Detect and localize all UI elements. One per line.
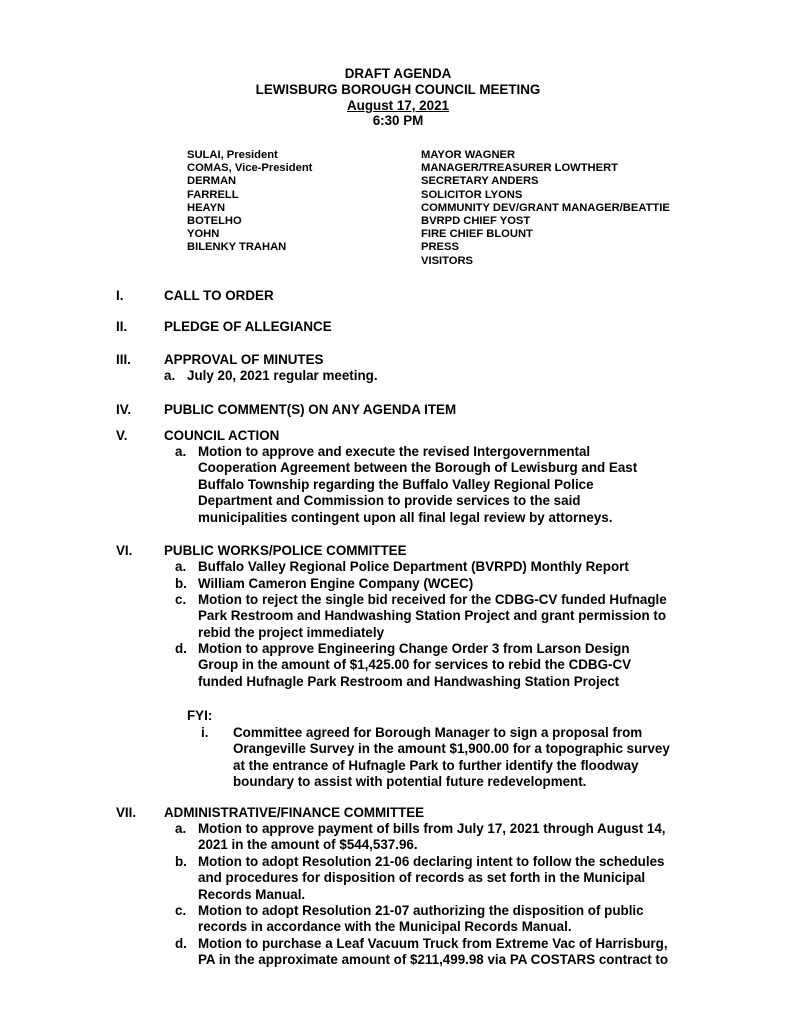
- council-member: COMAS, Vice-President: [187, 162, 313, 175]
- agenda-item-line: and procedures for disposition of records as set forth in the Municipal: [198, 870, 646, 886]
- section-title-admin-finance: ADMINISTRATIVE/FINANCE COMMITTEE: [164, 805, 425, 820]
- meeting-date-wrap: [0, 99, 796, 113]
- official: FIRE CHIEF BLOUNT: [421, 228, 533, 241]
- agenda-item: [198, 903, 644, 936]
- agenda-item-line: Motion to approve payment of bills from July 17, 2021 through August 14,: [198, 821, 666, 836]
- section-title-pledge: PLEDGE OF ALLEGIANCE: [164, 319, 332, 334]
- agenda-item: [198, 821, 666, 854]
- section-number: VI.: [116, 543, 133, 558]
- section-number: II.: [116, 319, 128, 334]
- agenda-item-line: Group in the amount of $1,425.00 for services to rebid the CDBG-CV: [198, 657, 632, 673]
- official: COMMUNITY DEV/GRANT MANAGER/BEATTIE: [421, 201, 670, 214]
- agenda-item-line: Motion to adopt Resolution 21-06 declaring intent to follow the schedules: [198, 854, 665, 869]
- official: MAYOR WAGNER: [421, 149, 516, 161]
- agenda-item-line: Motion to approve and execute the revised Intergovernmental: [198, 444, 591, 459]
- section-title-public-comment: PUBLIC COMMENT(S) ON ANY AGENDA ITEM: [164, 402, 457, 417]
- agenda-item: [198, 854, 664, 903]
- officials-list: [421, 149, 670, 268]
- item-letter: a.: [164, 368, 176, 383]
- agenda-item-line: Records Manual.: [198, 886, 306, 902]
- item-letter: a.: [175, 559, 187, 574]
- fyi-item-line: Committee agreed for Borough Manager to sign a proposal from: [233, 725, 643, 740]
- fyi-item: [233, 725, 670, 791]
- document-title: DRAFT AGENDA: [344, 66, 452, 81]
- agenda-item: [198, 936, 668, 969]
- fyi-item-number: i.: [201, 725, 209, 740]
- agenda-item-text: Buffalo Valley Regional Police Department (BVRPD) Monthly Report: [198, 559, 629, 574]
- agenda-item: [198, 592, 667, 641]
- agenda-item-line: Motion to purchase a Leaf Vacuum Truck from Extreme Vac of Harrisburg,: [198, 936, 668, 951]
- agenda-item-line: municipalities contingent upon all final legal review by attorneys.: [198, 509, 613, 525]
- item-letter: a.: [175, 821, 187, 836]
- agenda-item-line: Cooperation Agreement between the Borough of Lewisburg and East: [198, 460, 638, 476]
- agenda-item-line: Motion to reject the single bid received for the CDBG-CV funded Hufnagle: [198, 592, 667, 607]
- council-member: BOTELHO: [187, 215, 242, 228]
- fyi-item-line: Orangeville Survey in the amount $1,900.00 for a topographic survey: [233, 741, 670, 757]
- agenda-item: [198, 444, 637, 526]
- council-member: BILENKY TRAHAN: [187, 241, 287, 254]
- fyi-item-line: at the entrance of Hufnagle Park to further identify the floodway: [233, 757, 639, 773]
- official: MANAGER/TREASURER LOWTHERT: [421, 162, 619, 175]
- agenda-item-line: Department and Commission to provide services to the said: [198, 493, 581, 509]
- item-letter: d.: [175, 641, 187, 656]
- section-title-council-action: COUNCIL ACTION: [164, 428, 280, 443]
- agenda-item: [198, 641, 631, 690]
- council-member: FARRELL: [187, 188, 239, 201]
- council-member: HEAYN: [187, 201, 226, 214]
- council-member: SULAI, President: [187, 149, 278, 161]
- agenda-item-line: Motion to approve Engineering Change Order 3 from Larson Design: [198, 641, 630, 656]
- fyi-item-line: boundary to assist with potential future redevelopment.: [233, 774, 587, 790]
- agenda-item-line: rebid the project immediately: [198, 624, 385, 640]
- official: VISITORS: [421, 254, 474, 267]
- item-letter: c.: [175, 592, 187, 607]
- item-letter: b.: [175, 576, 187, 591]
- item-letter: c.: [175, 903, 187, 918]
- agenda-item-line: Buffalo Township regarding the Buffalo Valley Regional Police: [198, 476, 594, 492]
- meeting-time: 6:30 PM: [372, 113, 424, 128]
- agenda-item-text: William Cameron Engine Company (WCEC): [198, 576, 474, 591]
- council-member: DERMAN: [187, 175, 237, 188]
- fyi-label: FYI:: [187, 708, 213, 723]
- section-number: IV.: [116, 402, 132, 417]
- agenda-item-line: Park Restroom and Handwashing Station Project and grant permission to: [198, 608, 667, 624]
- section-number: III.: [116, 352, 131, 367]
- agenda-item-text: July 20, 2021 regular meeting.: [187, 368, 378, 383]
- item-letter: b.: [175, 854, 187, 869]
- official: SOLICITOR LYONS: [421, 188, 523, 201]
- agenda-item-line: funded Hufnagle Park Restroom and Handwashing Station Project: [198, 673, 620, 689]
- section-number: I.: [116, 288, 124, 303]
- section-title-public-works: PUBLIC WORKS/POLICE COMMITTEE: [164, 543, 407, 558]
- agenda-item-line: records in accordance with the Municipal Records Manual.: [198, 919, 572, 935]
- meeting-name: LEWISBURG BOROUGH COUNCIL MEETING: [255, 82, 541, 97]
- section-number: VII.: [116, 805, 137, 820]
- official: PRESS: [421, 241, 459, 254]
- section-title-minutes: APPROVAL OF MINUTES: [164, 352, 324, 367]
- official: SECRETARY ANDERS: [421, 175, 539, 188]
- section-number: V.: [116, 428, 128, 443]
- meeting-date: August 17, 2021: [347, 98, 449, 113]
- council-members-list: [187, 149, 312, 255]
- item-letter: d.: [175, 936, 187, 951]
- agenda-item-line: Motion to adopt Resolution 21-07 authorizing the disposition of public: [198, 903, 644, 918]
- agenda-item-line: PA in the approximate amount of $211,499.98 via PA COSTARS contract to: [198, 952, 669, 968]
- agenda-item-line: 2021 in the amount of $544,537.96.: [198, 837, 418, 853]
- item-letter: a.: [175, 444, 187, 459]
- council-member: YOHN: [187, 228, 220, 241]
- official: BVRPD CHIEF YOST: [421, 215, 531, 228]
- section-title-call-to-order: CALL TO ORDER: [164, 288, 274, 303]
